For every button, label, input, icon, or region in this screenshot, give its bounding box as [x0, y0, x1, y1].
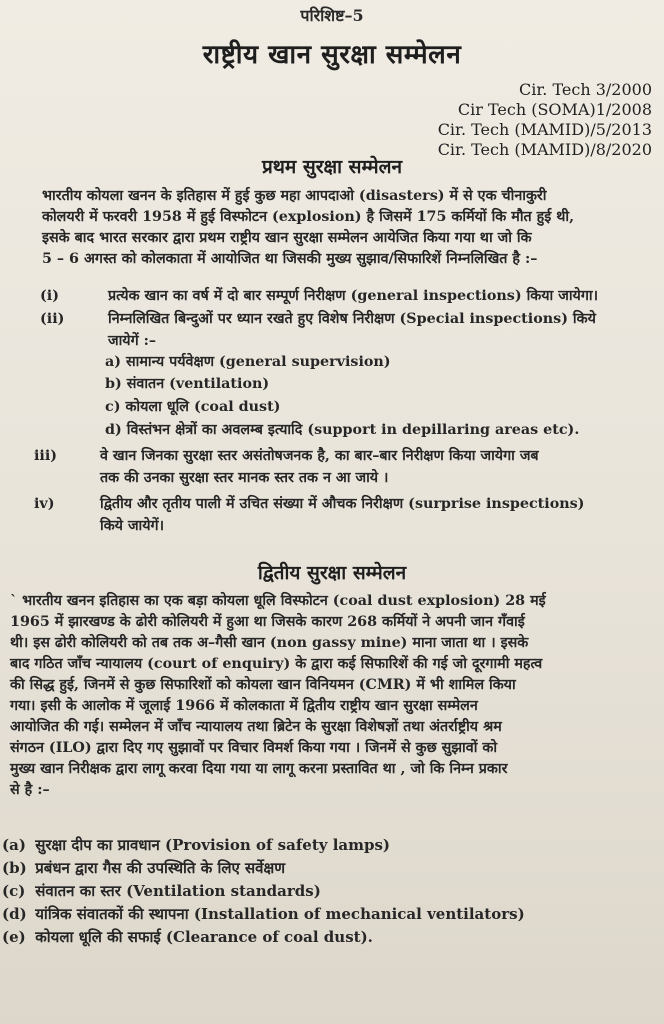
item-text-continued: जायेगें :– [108, 333, 157, 349]
intro-line: भारतीय कोयला खनन के इतिहास में हुई कुछ महा आपदाओ (disasters) में से एक चीनाकुरी [42, 188, 547, 204]
subitem: a) सामान्य पर्यवेक्षण (general supervision) [105, 354, 391, 370]
body-line: 1965 में झारखण्ड के ढोरी कोलियरी में हुआ था जिसके कारण 268 कर्मियों ने अपनी जान गँवाई [10, 614, 525, 630]
intro-line: कोलयरी में फरवरी 1958 में हुई विस्फोटन (explosion) है जिसमें 175 कर्मियों कि मौत हुई थी, [42, 209, 575, 225]
item-number: (ii) [40, 311, 65, 327]
item-text-continued: किये जायेगें। [100, 518, 165, 534]
second-conference-body [10, 591, 660, 801]
section-title-second-conference: द्वितीय सुरक्षा सम्मेलन [257, 562, 407, 584]
item-text: प्रबंधन द्वारा गैस की उपस्थिति के लिए सर्वेक्षण [35, 859, 286, 877]
subitem: c) कोयला धूलि (coal dust) [105, 399, 281, 415]
intro-line: 5 – 6 अगस्त को कोलकाता में आयोजित था जिसकी मुख्य सुझाव/सिफारिशें निम्नलिखित है :– [42, 251, 538, 267]
body-line: थी। इस ढोरी कोलियरी को तब तक अ–गैसी खान (non gassy mine) माना जाता था । इसके [10, 635, 529, 651]
subitem: b) संवातन (ventilation) [105, 376, 270, 392]
body-line: की सिद्ध हुई, जिनमें से कुछ सिफारिशों को कोयला खान विनियमन (CMR) में भी शामिल किया [10, 677, 516, 693]
item-marker: (d) [2, 905, 27, 923]
circular-ref: Cir. Tech 3/2000 [519, 80, 652, 99]
item-marker: (b) [2, 859, 27, 877]
page-title: राष्ट्रीय खान सुरक्षा सम्मेलन [202, 40, 462, 70]
circular-ref: Cir Tech (SOMA)1/2008 [457, 100, 652, 119]
item-text: द्वितीय और तृतीय पाली में उचित संख्या में औचक निरीक्षण (surprise inspections) [100, 496, 585, 512]
body-line: ` भारतीय खनन इतिहास का एक बड़ा कोयला धूलि विस्फोटन (coal dust explosion) 28 मई [10, 593, 546, 609]
recommendation-item [2, 927, 373, 948]
item-marker: (c) [2, 882, 26, 900]
item-text: सुरक्षा दीप का प्रावधान (Provision of safety lamps) [35, 836, 391, 854]
item-text: कोयला धूलि की सफाई (Clearance of coal dust). [35, 928, 373, 946]
item-number: iii) [34, 448, 58, 464]
subitem: d) विस्तंभन क्षेत्रों का अवलम्ब इत्यादि (support in depillaring areas etc). [105, 422, 580, 438]
item-marker: (e) [2, 928, 26, 946]
item-text: संवातन का स्तर (Ventilation standards) [35, 882, 321, 900]
intro-line: इसके बाद भारत सरकार द्वारा प्रथम राष्ट्रीय खान सुरक्षा सम्मेलन आयेजित किया गया था जो कि [42, 230, 532, 246]
section-title-first-conference: प्रथम सुरक्षा सम्मेलन [261, 156, 403, 178]
item-text: यांत्रिक संवातकों की स्थापना (Installation of mechanical ventilators) [35, 905, 525, 923]
body-line: आयोजित की गई। सम्मेलन में जाँच न्यायालय तथा ब्रिटेन के सुरक्षा विशेषज्ञों तथा अंतर्राष्ट्रीय श्रम [10, 719, 502, 735]
circular-references [392, 80, 652, 160]
item-text: प्रत्येक खान का वर्ष में दो बार सम्पूर्ण निरीक्षण (general inspections) किया जायेगा। [108, 288, 599, 304]
recommendation-item [2, 904, 525, 925]
item-number: iv) [34, 496, 55, 512]
item-number: (i) [40, 288, 59, 304]
body-line: गया। इसी के आलोक में जूलाई 1966 में कोलकाता में द्वितीय राष्ट्रीय खान सुरक्षा सम्मेलन [10, 698, 478, 714]
body-line: से है :– [10, 782, 50, 798]
recommendation-item [2, 835, 390, 856]
body-line: मुख्य खान निरीक्षक द्वारा लागू करवा दिया गया या लागू करना प्रस्तावित था , जो कि निम्न प्रकार [10, 761, 508, 777]
circular-ref: Cir. Tech (MAMID)/5/2013 [437, 120, 652, 139]
circular-ref: Cir. Tech (MAMID)/8/2020 [437, 140, 652, 159]
item-marker: (a) [2, 836, 26, 854]
item-text: निम्नलिखित बिन्दुओं पर ध्यान रखते हुए विशेष निरीक्षण (Special inspections) किये [108, 311, 596, 327]
appendix-label: परिशिष्ट–5 [300, 6, 364, 25]
recommendation-item [2, 881, 321, 902]
item-text: वे खान जिनका सुरक्षा स्तर असंतोषजनक है, का बार–बार निरीक्षण किया जायेगा जब [100, 448, 539, 464]
body-line: संगठन (ILO) द्वारा दिए गए सुझावों पर विचार विमर्श किया गया । जिनमें से कुछ सुझावों को [10, 740, 498, 756]
recommendation-item [2, 858, 285, 879]
item-text-continued: तक की उनका सुरक्षा स्तर मानक स्तर तक न आ जाये । [100, 470, 389, 486]
first-conference-intro [42, 186, 662, 270]
body-line: बाद गठित जाँच न्यायालय (court of enquiry) के द्वारा कई सिफारिशें की गई जो दूरगामी महत्व [10, 656, 543, 672]
